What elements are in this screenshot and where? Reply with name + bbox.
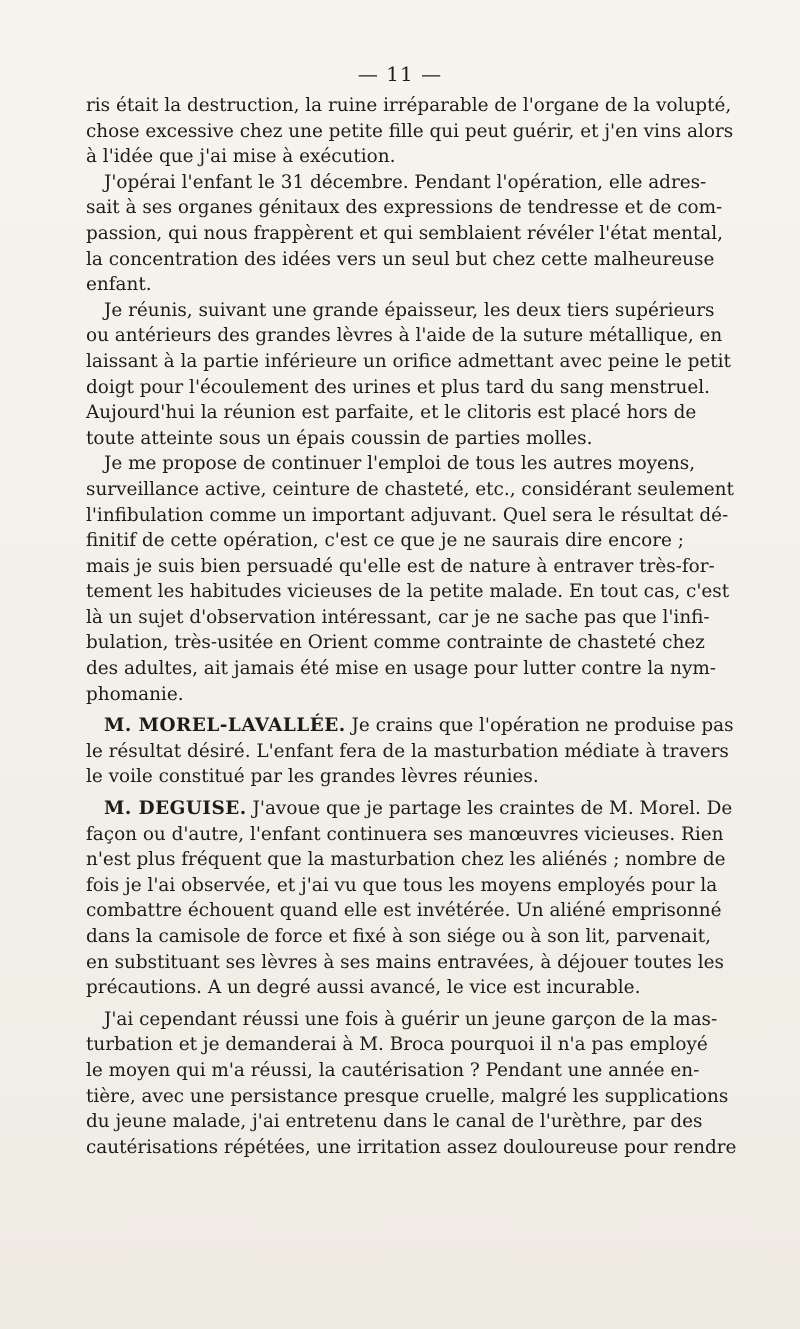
text-line: cautérisations répétées, une irritation assez douloureuse pour rendre [86,1136,737,1158]
paragraph-2 [86,170,723,298]
text-line: précautions. A un degré aussi avancé, le vice est incurable. [86,977,641,999]
text-line: doigt pour l'écoulement des urines et plus tard du sang menstruel. [86,376,710,398]
paragraph-1 [86,93,734,170]
text-line: façon ou d'autre, l'enfant continuera ses manœuvres vicieuses. Rien [86,823,724,845]
text-line: J'ai cependant réussi une fois à guérir un jeune garçon de la mas- [104,1008,718,1030]
text-line: le voile constitué par les grandes lèvres réunies. [86,766,539,788]
text-line: Aujourd'hui la réunion est parfaite, et le clitoris est placé hors de [86,402,697,424]
text-line: J'opérai l'enfant le 31 décembre. Pendant l'opération, elle adres- [104,171,707,193]
text-line: surveillance active, ceinture de chasteté, etc., considérant seulement [86,478,734,500]
paragraph-4 [86,451,734,707]
text-line: chose excessive chez une petite fille qui peut guérir, et j'en vins alors [86,120,734,142]
text-line: turbation et je demanderai à M. Broca pourquoi il n'a pas employé [86,1034,708,1056]
text-line: mais je suis bien persuadé qu'elle est de nature à entraver très-for- [86,555,715,577]
text-line: passion, qui nous frappèrent et qui semblaient révéler l'état mental, [86,222,723,244]
text-line: bulation, très-usitée en Orient comme contrainte de chasteté chez [86,632,705,654]
text-line: là un sujet d'observation intéressant, car je ne sache pas que l'infi- [86,606,710,628]
text-line: sait à ses organes génitaux des expressions de tendresse et de com- [86,197,723,219]
speech-text: J'avoue que je partage les craintes de M. Morel. De [246,798,733,820]
text-line: Je me propose de continuer l'emploi de tous les autres moyens, [104,453,696,475]
text-line: le résultat désiré. L'enfant fera de la masturbation médiate à travers [86,740,729,762]
text-line: la concentration des idées vers un seul but chez cette malheureuse [86,248,715,270]
paragraph-deguise [86,796,733,1001]
text-line: laissant à la partie inférieure un orifice admettant avec peine le petit [86,350,731,372]
speaker-name: M. DEGUISE. [104,798,247,820]
text-line: en substituant ses lèvres à ses mains entravées, à déjouer toutes les [86,951,724,973]
text-line: enfant. [86,274,152,296]
text-line: n'est plus fréquent que la masturbation chez les aliénés ; nombre de [86,849,726,871]
speech-text: Je crains que l'opération ne produise pas [345,715,734,737]
text-line: toute atteinte sous un épais coussin de parties molles. [86,427,593,449]
text-line: phomanie. [86,683,184,705]
text-line [86,713,734,739]
speaker-name: M. MOREL-LAVALLÉE. [104,715,346,737]
text-line: dans la camisole de force et fixé à son siége ou à son lit, parvenait, [86,926,712,947]
text-line: combattre échouent quand elle est invétérée. Un aliéné emprisonné [86,900,722,922]
text-line: le moyen qui m'a réussi, la cautérisation ? Pendant une année en- [86,1059,700,1081]
text-line [86,796,733,822]
text-line: l'infibulation comme un important adjuvant. Quel sera le résultat dé- [86,504,729,526]
paragraph-7 [86,1007,737,1161]
text-line: des adultes, ait jamais été mise en usage pour lutter contre la nym- [86,658,716,680]
text-line: ou antérieurs des grandes lèvres à l'aide de la suture métallique, en [86,325,723,347]
text-line: Je réunis, suivant une grande épaisseur, les deux tiers supérieurs [104,299,715,321]
text-line: tière, avec une persistance presque cruelle, malgré les supplications [86,1085,729,1107]
text-line: ris était la destruction, la ruine irréparable de l'organe de la volupté, [86,95,732,116]
text-line: du jeune malade, j'ai entretenu dans le canal de l'urèthre, par des [86,1111,703,1133]
body-text [86,93,737,1160]
text-line: finitif de cette opération, c'est ce que je ne saurais dire encore ; [86,530,684,552]
text-line: à l'idée que j'ai mise à exécution. [86,146,396,168]
paragraph-3 [86,298,731,452]
page-number: — 11 — [357,62,443,86]
text-line: fois je l'ai observée, et j'ai vu que tous les moyens employés pour la [86,874,718,896]
text-line: tement les habitudes vicieuses de la petite malade. En tout cas, c'est [86,581,730,603]
paragraph-morel-lavallee [86,713,734,790]
